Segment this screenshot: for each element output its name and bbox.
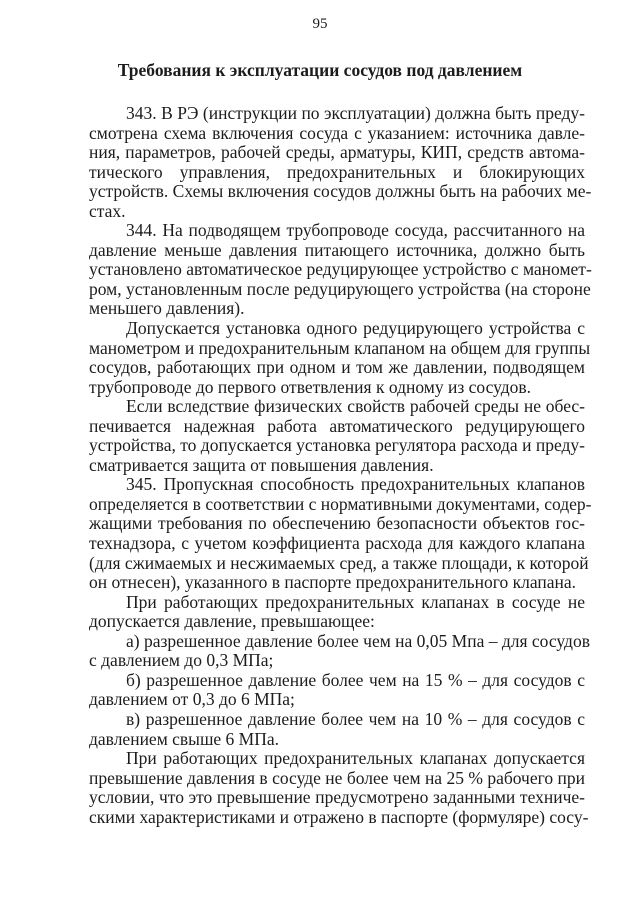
text-line: он отнесен), указанного в паспорте предохранительного клапана. — [89, 572, 577, 593]
text-line: превышение давления в сосуде не более чем на 25 % рабочего при — [89, 767, 585, 788]
paragraph — [89, 103, 592, 221]
text-line: установлено автоматическое редуцирующее устройство с маномет- — [89, 259, 592, 280]
paragraph — [89, 748, 589, 827]
text-line: При работающих предохранительных клапанах допускается — [126, 748, 585, 769]
text-line: ром, установленным после редуцирующего устройства (на стороне — [89, 278, 591, 299]
paragraph — [89, 671, 585, 710]
text-line: давление меньше давления питающего источника, должно быть — [89, 239, 585, 260]
text-line: 343. В РЭ (инструкции по эксплуатации) должна быть преду- — [126, 103, 585, 123]
text-line: 345. Пропускная способность предохранительных клапанов — [126, 474, 585, 495]
text-line: Допускается установка одного редуцирующего устройства с — [126, 318, 585, 339]
paragraph — [89, 593, 585, 632]
text-line: давлением от 0,3 до 6 МПа; — [89, 689, 295, 710]
paragraph — [89, 710, 585, 749]
text-line: 344. На подводящем трубопроводе сосуда, рассчитанного на — [126, 220, 585, 241]
paragraph — [89, 220, 592, 319]
page-number: 95 — [312, 16, 328, 32]
text-line: меньшего давления). — [89, 298, 245, 319]
text-line: При работающих предохранительных клапанах в сосуде не — [126, 591, 585, 612]
paragraph — [89, 474, 592, 593]
text-line: тического управления, предохранительных и блокирующих — [89, 161, 585, 182]
text-line: сосудов, работающих при одном и том же давлении, подводящем — [89, 357, 585, 378]
section-title: Требования к эксплуатации сосудов под давлением — [117, 60, 523, 80]
text-line: трубопроводе до первого ответвления к одному из сосудов. — [89, 376, 532, 397]
text-line: с давлением до 0,3 МПа; — [89, 650, 274, 671]
text-line: скими характеристиками и отражено в паспорте (формуляре) сосу- — [89, 806, 589, 827]
text-line: допускается давление, превышающее: — [89, 611, 375, 632]
text-line: б) разрешенное давление более чем на 15 % – для сосудов с — [126, 669, 585, 690]
text-line: а) разрешенное давление более чем на 0,05 Мпа – для сосудов — [126, 630, 590, 651]
text-line: смотрена схема включения сосуда с указанием: источника давле- — [89, 122, 585, 143]
text-line: устройства, то допускается установка регулятора расхода и преду- — [89, 435, 585, 456]
document-body — [89, 103, 592, 827]
paragraph — [89, 318, 591, 397]
text-line: устройств. Схемы включения сосудов должны быть на рабочих ме- — [89, 181, 592, 202]
text-line: Если вследствие физических свойств рабочей среды не обес- — [126, 396, 585, 417]
text-line: жащими требования по обеспечению безопасности объектов гос- — [89, 513, 585, 534]
text-line: в) разрешенное давление более чем на 10 % – для сосудов с — [126, 708, 585, 729]
text-line: стах. — [89, 200, 126, 221]
paragraph — [89, 630, 590, 671]
text-line: давлением свыше 6 МПа. — [89, 728, 280, 749]
text-line: сматривается защита от повышения давления. — [89, 454, 434, 475]
text-line: условии, что это превышение предусмотрено заданными техниче- — [89, 787, 585, 808]
text-line: печивается надежная работа автоматического редуцирующего — [89, 415, 585, 436]
text-line: (для сжимаемых и несжимаемых сред, а также площади, к которой — [89, 552, 589, 573]
paragraph — [89, 397, 585, 475]
text-line: определяется в соответствии с нормативными документами, содер- — [89, 493, 592, 514]
text-line: манометром и предохранительным клапаном на общем для группы — [89, 337, 591, 358]
text-line: ния, параметров, рабочей среды, арматуры, КИП, средств автома- — [89, 142, 585, 163]
text-line: технадзора, с учетом коэффициента расхода для каждого клапана — [89, 533, 585, 554]
